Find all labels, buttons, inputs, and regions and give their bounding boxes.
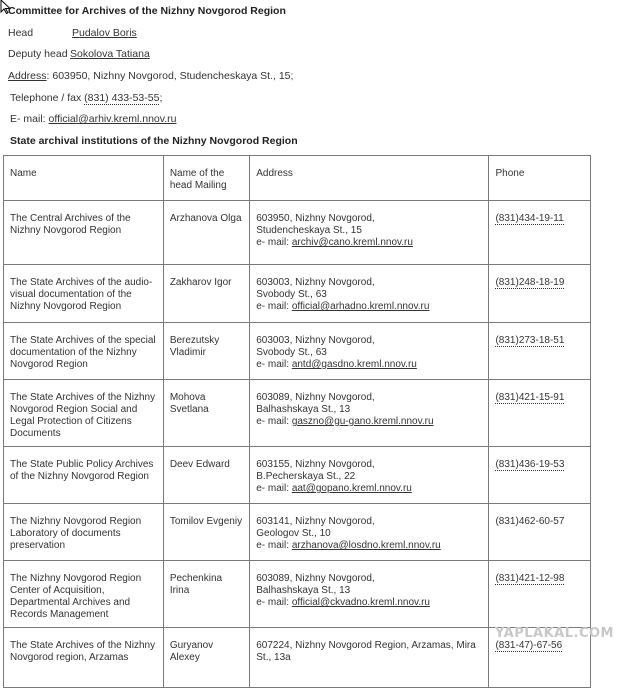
archive-name: The Nizhny Novgorod Region Laboratory of documents preservation <box>4 504 164 561</box>
address-line-2: Studencheskaya St., 15 <box>256 225 362 236</box>
archive-name: The Central Archives of the Nizhny Novgorod Region <box>4 201 164 265</box>
archive-phone-link[interactable]: (831)421-15-91 <box>495 392 565 403</box>
address-line-1: 603155, Nizhny Novgorod, <box>256 459 375 470</box>
table-row <box>4 323 591 380</box>
archive-address: 603950, Nizhny Novgorod, Studencheskaya St., 15 e- mail: archiv@cano.kreml.nnov.ru <box>250 201 489 265</box>
archive-address: 603089, Nizhny Novgorod, Balhashskaya St., 13 e- mail: gaszno@gu-gano.kreml.nnov.ru <box>250 380 489 447</box>
email-link[interactable]: official@arhiv.kreml.nnov.ru <box>48 113 177 125</box>
archive-head: Arzhanova Olga <box>163 201 249 265</box>
archive-phone-link[interactable]: (831)248-18-19 <box>495 277 565 288</box>
archive-name: The Nizhny Novgorod Region Center of Acquisition, Departmental Archives and Records Management <box>4 561 164 628</box>
archive-email-link[interactable]: official@arhadno.kreml.nnov.ru <box>291 301 430 312</box>
archive-email-link[interactable]: gaszno@gu-gano.kreml.nnov.ru <box>291 416 434 427</box>
committee-title: Committee for Archives of the Nizhny Novgorod Region <box>8 5 286 17</box>
archive-head: Pechenkina Irina <box>163 561 249 628</box>
address-line-1: 603003, Nizhny Novgorod, <box>256 277 375 288</box>
address-link[interactable]: Address <box>8 70 47 82</box>
table-row <box>4 265 591 323</box>
archive-email-link[interactable]: arzhanova@losdno.kreml.nnov.ru <box>291 540 441 551</box>
head-line <box>8 27 137 39</box>
archive-head: Zakharov Igor <box>163 265 249 323</box>
archive-head: Tomilov Evgeniy <box>163 504 249 561</box>
header-name: Name <box>4 156 164 201</box>
archive-phone <box>489 504 591 561</box>
deputy-label: Deputy head <box>8 48 68 60</box>
archive-name: The State Archives of the Nizhny Novgorod region, Arzamas <box>4 628 164 688</box>
address-line-1: 603089, Nizhny Novgorod, <box>256 573 375 584</box>
phone-label: Telephone / fax <box>10 92 82 104</box>
address-line-2: Balhashskaya St., 13 <box>256 585 351 596</box>
archive-name: The State Archives of the special documentation of the Nizhny Novgorod Region <box>4 323 164 380</box>
table-row <box>4 447 591 504</box>
address-line-2: B.Pecherskaya St., 22 <box>256 471 356 482</box>
archive-phone-text: (831)462-60-57 <box>495 516 565 527</box>
archive-address: 603089, Nizhny Novgorod, Balhashskaya St., 13 e- mail: official@ckvadno.kreml.nnov.ru <box>250 561 489 628</box>
address-line-1: 607224, Nizhny Novgorod Region, Arzamas, Mira <box>256 640 476 651</box>
address-line-2: Balhashskaya St., 13 <box>256 404 351 415</box>
archive-phone-link[interactable]: (831-47)-67-56 <box>495 640 563 651</box>
address-line-2: Geologov St., 10 <box>256 528 331 539</box>
header-head: Name of the head Mailing <box>163 156 249 201</box>
address-line-1: 603141, Nizhny Novgorod, <box>256 516 375 527</box>
archive-phone <box>489 561 591 628</box>
head-name-link[interactable]: Pudalov Boris <box>72 27 137 39</box>
table-header-row <box>4 156 591 201</box>
archive-head: Berezutsky Vladimir <box>163 323 249 380</box>
archive-phone <box>489 380 591 447</box>
archive-head: Mohova Svetlana <box>163 380 249 447</box>
archive-name: The State Archives of the Nizhny Novgorod Region Social and Legal Protection of Citizens Documents <box>4 380 164 447</box>
table-row <box>4 201 591 265</box>
table-row <box>4 504 591 561</box>
head-label: Head <box>8 27 34 39</box>
table-row <box>4 561 591 628</box>
archive-phone <box>489 323 591 380</box>
email-label: E- mail: <box>10 113 46 125</box>
archive-phone-link[interactable]: (831)421-12-98 <box>495 573 565 584</box>
address-line-1: 603003, Nizhny Novgorod, <box>256 335 375 346</box>
archive-address: 603003, Nizhny Novgorod, Svobody St., 63 e- mail: antd@gasdno.kreml.nnov.ru <box>250 323 489 380</box>
address-value: : 603950, Nizhny Novgorod, Studencheskaya St., 15; <box>46 70 294 82</box>
header-address: Address <box>250 156 489 201</box>
phone-suffix: ; <box>159 92 163 104</box>
archive-name: The State Archives of the audio-visual documentation of the Nizhny Novgorod Region <box>4 265 164 323</box>
archive-head: Deev Edward <box>163 447 249 504</box>
archive-address: 603003, Nizhny Novgorod, Svobody St., 63 e- mail: official@arhadno.kreml.nnov.ru <box>250 265 489 323</box>
archive-phone-link[interactable]: (831)273-18-51 <box>495 335 565 346</box>
archive-head: Guryanov Alexey <box>163 628 249 688</box>
archive-phone-link[interactable]: (831)436-19-53 <box>495 459 565 470</box>
archives-table <box>3 155 591 688</box>
archive-phone <box>489 447 591 504</box>
archive-email-link[interactable]: official@ckvadno.kreml.nnov.ru <box>291 597 430 608</box>
deputy-name-link[interactable]: Sokolova Tatiana <box>70 48 150 60</box>
phone-link[interactable]: (831) 433-53-55 <box>84 92 160 104</box>
address-line-1: 603950, Nizhny Novgorod, <box>256 213 375 224</box>
deputy-line <box>8 48 150 60</box>
header-phone: Phone <box>489 156 591 201</box>
archive-phone <box>489 201 591 265</box>
address-line-2: Svobody St., 63 <box>256 347 327 358</box>
archive-name: The State Public Policy Archives of the Nizhny Novgorod Region <box>4 447 164 504</box>
address-line <box>8 70 293 82</box>
phone-line <box>10 92 162 104</box>
section-title: State archival institutions of the Nizhny Novgorod Region <box>10 135 298 147</box>
table-row <box>4 380 591 447</box>
archive-address: 603155, Nizhny Novgorod, B.Pecherskaya St., 22 e- mail: aat@gopano.kreml.nnov.ru <box>250 447 489 504</box>
archive-email-link[interactable]: aat@gopano.kreml.nnov.ru <box>291 483 412 494</box>
address-line-2: Svobody St., 63 <box>256 289 327 300</box>
address-line-1: 603089, Nizhny Novgorod, <box>256 392 375 403</box>
email-line <box>10 113 176 125</box>
archive-email-link[interactable]: archiv@cano.kreml.nnov.ru <box>291 237 413 248</box>
archive-phone-link[interactable]: (831)434-19-11 <box>495 213 564 224</box>
watermark: YAPLAKAL.COM <box>495 626 614 641</box>
archive-address: 603141, Nizhny Novgorod, Geologov St., 10 e- mail: arzhanova@losdno.kreml.nnov.ru <box>250 504 489 561</box>
archive-address <box>250 628 489 688</box>
archive-phone <box>489 265 591 323</box>
address-line-2: St., 13a <box>256 652 291 663</box>
archive-email-link[interactable]: antd@gasdno.kreml.nnov.ru <box>291 359 417 370</box>
